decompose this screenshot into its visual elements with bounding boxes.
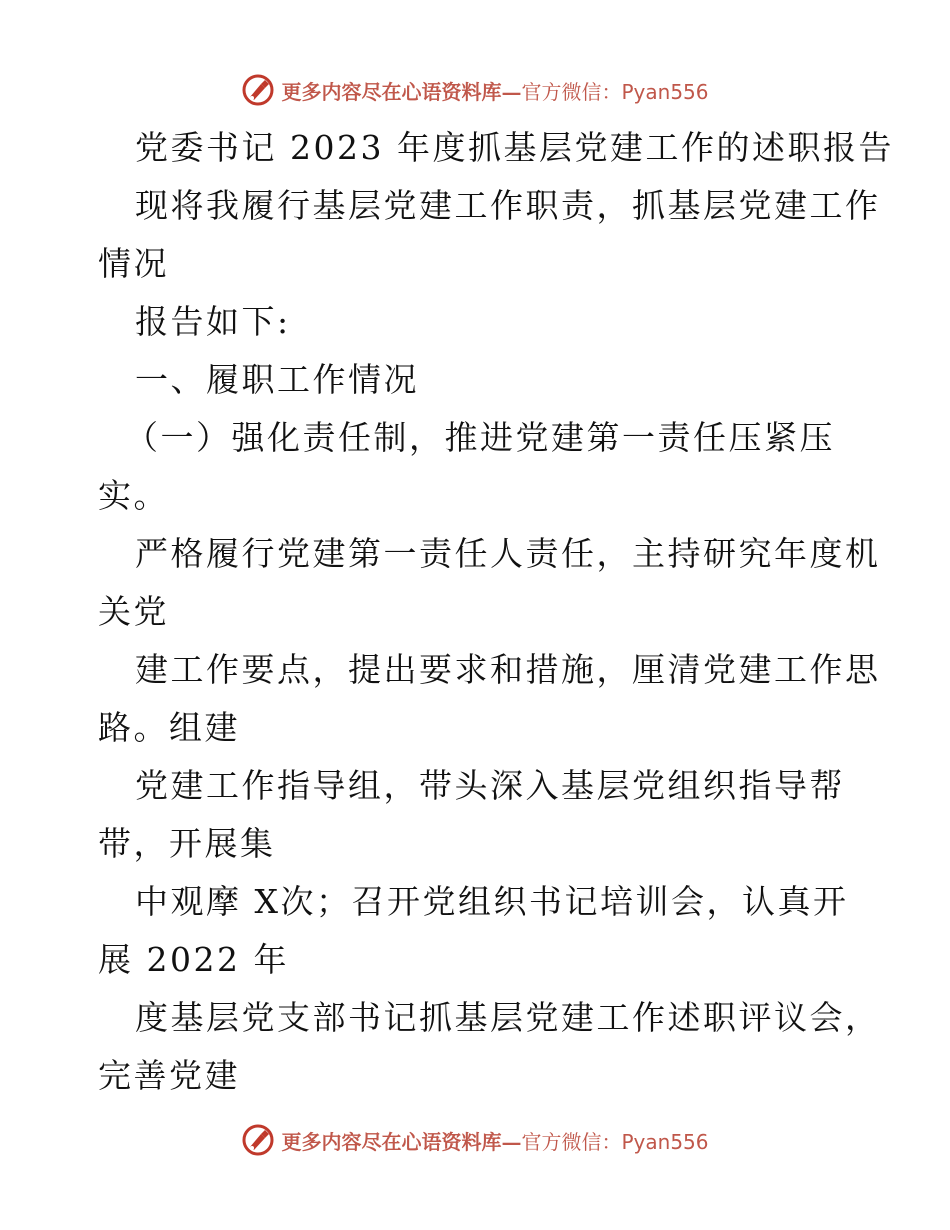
- watermark-text: [281, 76, 708, 105]
- watermark-text: [281, 1126, 708, 1155]
- text-line: 建工作要点，提出要求和措施，厘清党建工作思: [135, 650, 881, 689]
- watermark-account: Pyan556: [621, 1129, 709, 1154]
- document-title: 党委书记 2023 年度抓基层党建工作的述职报告: [135, 128, 894, 167]
- text-line: 实。: [98, 476, 169, 515]
- watermark-footer: [0, 1120, 950, 1160]
- watermark-header: [0, 70, 950, 110]
- subsection-heading: （一）强化责任制，推进党建第一责任压紧压: [125, 418, 835, 457]
- watermark-account: Pyan556: [621, 79, 709, 104]
- text-line: 带，开展集: [98, 824, 276, 863]
- text-line: 情况: [98, 244, 169, 283]
- text-line: 展 2022 年: [98, 940, 289, 979]
- watermark-label: 官方微信：: [521, 1129, 622, 1154]
- text-line: 报告如下:: [135, 302, 291, 341]
- pen-logo-icon: [241, 1123, 275, 1157]
- pen-logo-icon: [241, 73, 275, 107]
- section-heading: 一、履职工作情况: [135, 360, 419, 399]
- watermark-main: 更多内容尽在心语资料库: [281, 79, 502, 104]
- text-line: 度基层党支部书记抓基层党建工作述职评议会，: [135, 998, 881, 1037]
- watermark-separator: —: [501, 79, 522, 104]
- text-line: 现将我履行基层党建工作职责，抓基层党建工作: [135, 186, 881, 225]
- text-line: 党建工作指导组，带头深入基层党组织指导帮: [135, 766, 845, 805]
- watermark-separator: —: [501, 1129, 522, 1154]
- text-line: 严格履行党建第一责任人责任，主持研究年度机: [135, 534, 881, 573]
- text-line: 中观摩 X次；召开党组织书记培训会，认真开: [135, 882, 849, 921]
- text-line: 关党: [98, 592, 169, 631]
- text-line: 完善党建: [98, 1056, 240, 1095]
- watermark-main: 更多内容尽在心语资料库: [281, 1129, 502, 1154]
- text-line: 路。组建: [98, 708, 240, 747]
- watermark-label: 官方微信：: [521, 79, 622, 104]
